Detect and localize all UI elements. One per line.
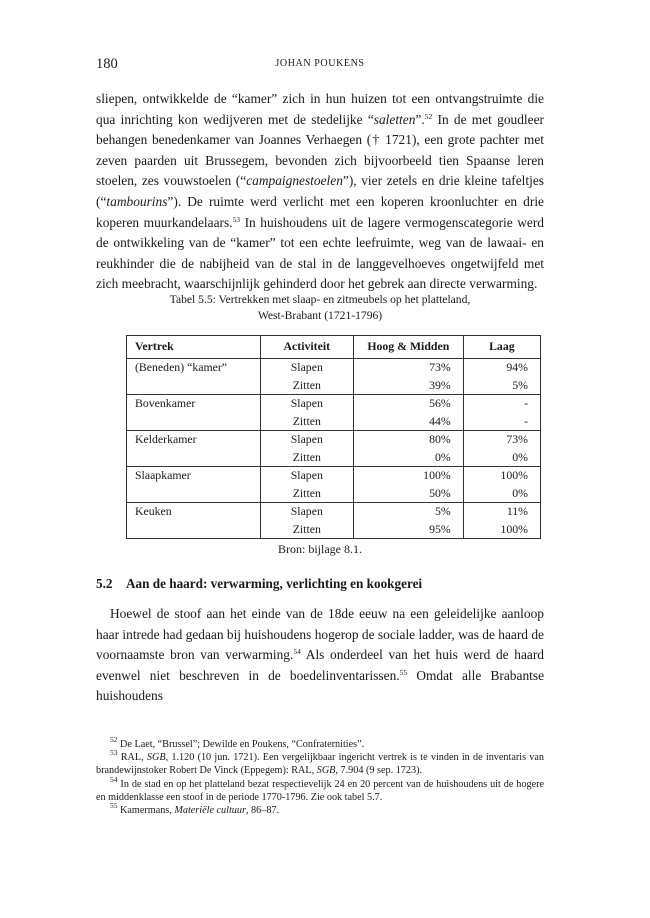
footnote-ref-52[interactable]: 52 [424, 111, 433, 121]
italic-term: campaignestoelen [246, 173, 343, 189]
activity-cell: Slapen [260, 431, 353, 449]
text-run: Kamermans, [120, 805, 175, 817]
hoog-cell: 100% [353, 467, 463, 485]
header-activiteit: Activiteit [260, 336, 353, 359]
footnote-55 [96, 801, 544, 817]
hoog-cell: 0% [353, 449, 463, 467]
hoog-cell: 5% [353, 503, 463, 521]
hoog-cell: 56% [353, 395, 463, 413]
activity-cell: Zitten [260, 521, 353, 539]
hoog-cell: 80% [353, 431, 463, 449]
table-source: Bron: bijlage 8.1. [278, 542, 362, 556]
laag-cell: - [463, 395, 540, 413]
page-number: 180 [96, 56, 118, 72]
text-run: sliepen, ontwikkelde de “kamer” zich in hun huizen tot een ontvangstruimte die qua inrichting kon wedijveren met de stedelijke “ [96, 91, 544, 127]
text-run: In huishoudens uit de lagere vermogenscategorie werd de ontwikkeling van de “kamer” tot een echte leefruimte, weg van de lawaai- en reukhinder die de nabijheid van de stal in de langgevelhoeves ongetwijfeld met zich meebracht, waarschijnlijk gehinderd door het gebrek aan directe verwarming. [96, 214, 545, 292]
activity-cell: Zitten [260, 449, 353, 467]
section-number: 5.2 [96, 576, 113, 591]
italic-term: saletten [373, 111, 416, 127]
italic-term: tambourins [106, 193, 168, 209]
footnote-ref-53[interactable]: 53 [232, 214, 241, 224]
room-name: (Beneden) “kamer” [127, 359, 261, 395]
activity-cell: Slapen [260, 503, 353, 521]
hoog-cell: 44% [353, 413, 463, 431]
activity-cell: Zitten [260, 485, 353, 503]
laag-cell: 100% [463, 467, 540, 485]
italic-term: Materiële cultuur [174, 805, 246, 817]
footnote-number: 53 [110, 748, 118, 758]
table-row [127, 395, 541, 413]
activity-cell: Slapen [260, 467, 353, 485]
laag-cell: 5% [463, 377, 540, 395]
room-name: Bovenkamer [127, 395, 261, 431]
table-row [127, 503, 541, 521]
text-run: ”. [415, 111, 425, 127]
activity-cell: Zitten [260, 377, 353, 395]
text-run: Omdat alle Brabantse huishoudens [96, 667, 545, 704]
text-run: , 1.120 (10 jun. 1721). Een vergelijkbaar ingericht vertrek is te vinden in de inventaris van brandewijnstoker Robert De Vinck (Eppegem): RAL, [96, 752, 545, 777]
running-head: JOHAN POUKENS [275, 58, 365, 69]
body-paragraph-2 [96, 604, 544, 707]
laag-cell: 11% [463, 503, 540, 521]
footnote-52 [96, 735, 544, 751]
activity-cell: Zitten [260, 413, 353, 431]
activity-cell: Slapen [260, 359, 353, 377]
header-hoog-midden: Hoog & Midden [353, 336, 463, 359]
laag-cell: 94% [463, 359, 540, 377]
room-name: Slaapkamer [127, 467, 261, 503]
laag-cell: - [463, 413, 540, 431]
room-name: Kelderkamer [127, 431, 261, 467]
footnote-number: 52 [110, 735, 118, 744]
italic-term: SGB [316, 765, 336, 777]
footnote-53 [96, 748, 545, 777]
footnotes [96, 735, 545, 817]
laag-cell: 0% [463, 485, 540, 503]
table-header-row [127, 336, 541, 359]
room-name: Keuken [127, 503, 261, 539]
footnote-text: De Laet, “Brussel”; Dewilde en Poukens, “Confraternities”. [120, 739, 365, 750]
table-row [127, 431, 541, 449]
header-laag: Laag [463, 336, 540, 359]
footnote-number: 55 [110, 801, 118, 811]
footnote-ref-55[interactable]: 55 [399, 667, 408, 677]
activity-cell: Slapen [260, 395, 353, 413]
text-run: ”), vier zetels en drie kleine tafeltjes (“ [96, 173, 544, 209]
table-row [127, 359, 541, 377]
text-run: RAL, [120, 752, 147, 764]
laag-cell: 100% [463, 521, 540, 539]
laag-cell: 0% [463, 449, 540, 467]
body-paragraph-1 [96, 89, 544, 295]
text-run: ”). De ruimte werd verlicht met een koperen kroonluchter en drie koperen muurkandelaars. [96, 193, 544, 230]
text-run: , 7.904 (9 sep. 1723). [335, 765, 423, 777]
footnote-ref-54[interactable]: 54 [293, 647, 301, 657]
rooms-table [126, 335, 541, 539]
caption-line-2: West-Brabant (1721-1796) [257, 309, 383, 322]
text-run: Hoewel de stoof aan het einde van de 18de eeuw na een geleidelijke aanloop haar intrede had gedaan bij huishoudens hogerop de sociale ladder, was de haard de voornaamste bron van verwarming. [96, 606, 544, 663]
page-header [96, 56, 544, 76]
hoog-cell: 95% [353, 521, 463, 539]
footnote-text: In de stad en op het platteland bezat respectievelijk 24 en 20 percent van de huishoudens uit de hogere en middenklasse een stoof in de periode 1770-1796. Zie ook tabel 5.7. [96, 778, 544, 803]
hoog-cell: 50% [353, 485, 463, 503]
text-run: Als onderdeel van het huis werd de haard evenwel niet beschreven in de boedelinventarissen. [96, 647, 544, 683]
footnote-54 [96, 774, 544, 804]
laag-cell: 73% [463, 431, 540, 449]
text-run: In de met goudleer behangen benedenkamer van Joannes Verhaegen († 1721), een grote pachter met zeven paarden uit Brussegem, bevonden zich bijvoorbeeld tien Spaanse leren stoelen, zes vouwstoelen (“ [96, 111, 544, 189]
table-row [127, 467, 541, 485]
footnote-number: 54 [110, 774, 118, 784]
text-run: , 86–87. [245, 805, 280, 817]
section-heading [96, 576, 544, 592]
caption-line-1: Tabel 5.5: Vertrekken met slaap- en zitmeubels op het platteland, [169, 293, 471, 306]
hoog-cell: 73% [353, 359, 463, 377]
hoog-cell: 39% [353, 377, 463, 395]
header-vertrek: Vertrek [127, 336, 261, 359]
italic-term: SGB [146, 752, 166, 764]
section-title: Aan de haard: verwarming, verlichting en kookgerei [126, 576, 423, 591]
table-caption [96, 292, 544, 324]
